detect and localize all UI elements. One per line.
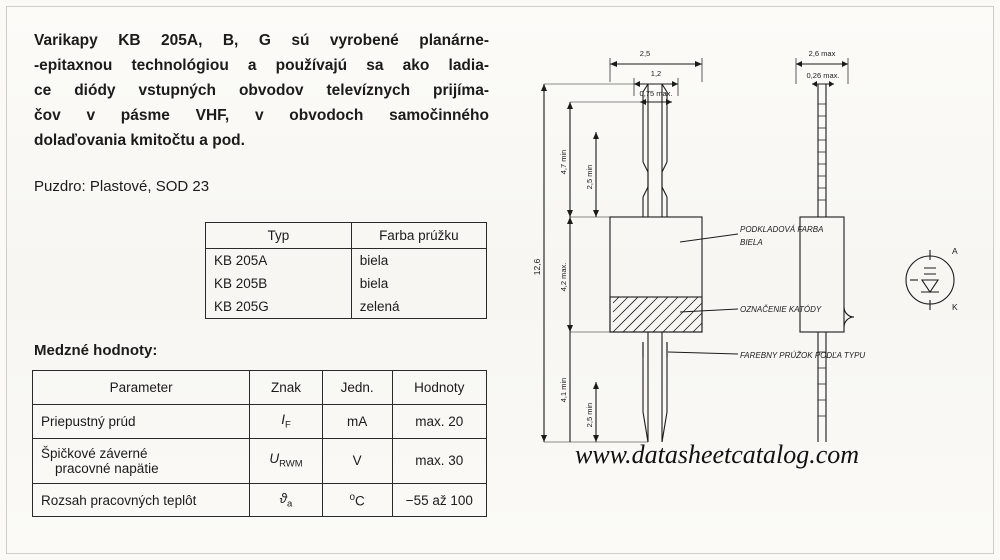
arrow (796, 61, 802, 67)
limits-header-znak: Znak (250, 371, 322, 405)
type-colour-table (205, 222, 487, 319)
intro-paragraph (34, 28, 489, 153)
body-front-outline (610, 217, 702, 332)
limits-value: max. 20 (392, 405, 486, 439)
side-cathode-tab (844, 307, 854, 327)
dim-label-top-width: 2,5 (639, 49, 651, 58)
intro-line-1: Varikapy KB 205A, B, G sú vyrobené planárne- (34, 32, 489, 49)
table-row (206, 272, 487, 295)
type-table-header-farba: Farba prúžku (351, 223, 486, 249)
dim-label-upper-lead: 4,7 min (559, 149, 568, 175)
table-row (206, 295, 487, 319)
limits-symbol-sub: F (284, 419, 291, 431)
limits-header-hodnoty: Hodnoty (392, 371, 486, 405)
colour-cell: zelená (351, 295, 486, 319)
dim-label-inner-width: 1,2 (650, 69, 662, 78)
colour-cell: biela (351, 249, 486, 273)
lower-lead-outline (648, 332, 662, 442)
arrow (842, 61, 848, 67)
upper-lead-outline (648, 84, 662, 217)
note-biela: BIELA (740, 238, 763, 247)
limits-unit: mA (322, 405, 392, 439)
note-farebny-pruzok: FAREBNY PRÚŽOK PODĽA TYPU (740, 351, 866, 360)
limits-symbol-sub: RWM (279, 459, 303, 471)
limits-unit-base: C (355, 493, 365, 509)
package-line: Puzdro: Plastové, SOD 23 (34, 178, 210, 195)
table-row (33, 483, 487, 517)
type-cell: KB 205B (206, 272, 352, 295)
arrow (567, 325, 573, 332)
intro-line-5: dolaďovania kmitočtu a pod. (34, 132, 245, 149)
limits-header-parameter: Parameter (33, 371, 250, 405)
lead-notch-upper (643, 162, 667, 172)
symbol-diode-triangle (922, 280, 938, 292)
lead-lower-wide (643, 197, 667, 217)
limits-symbol-base: ϑ (279, 490, 288, 506)
note-oznacenie-katody: OZNAČENIE KATÓDY (740, 305, 822, 314)
arrow (829, 81, 834, 87)
lead-taper-bottom (643, 412, 667, 442)
table-row (33, 405, 487, 439)
dim-label-overall-length: 12,6 (532, 258, 542, 276)
table-header-row (206, 223, 487, 249)
arrow (666, 99, 672, 105)
limits-title: Medzné hodnoty: (34, 342, 158, 359)
cathode-hatch (613, 297, 702, 332)
limits-unit-sup: o (349, 491, 356, 503)
side-lower-lead (818, 332, 826, 442)
leader-podkladova (680, 234, 738, 242)
intro-line-4: čov v pásme VHF, v obvodoch samočinného (34, 107, 489, 124)
dim-label-lower-lead: 4,1 min (559, 377, 568, 403)
type-cell: KB 205G (206, 295, 352, 319)
arrow (812, 81, 817, 87)
arrow (593, 210, 599, 217)
limits-unit (322, 483, 392, 517)
dim-label-side-width: 2,6 max (808, 49, 836, 58)
intro-line-3: ce diódy vstupných obvodov televíznych prijíma- (34, 82, 489, 99)
limits-symbol (250, 405, 322, 439)
arrow (593, 382, 599, 389)
limits-symbol (250, 483, 322, 517)
table-header-row (33, 371, 487, 405)
leader-oznacenie (680, 309, 738, 312)
type-table-header-typ: Typ (206, 223, 352, 249)
limits-symbol-base: U (269, 451, 280, 467)
side-lead-ticks (818, 104, 826, 416)
lead-notch-lower (643, 187, 667, 197)
dim-label-upper-body: 2,5 min (585, 164, 594, 190)
limits-parameter (33, 438, 250, 483)
watermark-text: www.datasheetcatalog.com (575, 440, 860, 469)
table-row (206, 249, 487, 273)
arrow (567, 217, 573, 224)
limits-parameter-line2: pracovné napätie (55, 460, 159, 476)
dim-label-side-thickness: 0,26 max. (806, 71, 840, 80)
body-side-outline (800, 217, 844, 332)
arrow (610, 61, 617, 67)
intro-line-2: -epitaxnou technológiou a používajú sa ako ladia- (34, 57, 489, 74)
arrow (541, 435, 547, 442)
limits-table (32, 370, 487, 517)
type-cell: KB 205A (206, 249, 352, 273)
colour-cell: biela (351, 272, 486, 295)
lower-lead-wide (643, 342, 667, 412)
arrow (567, 210, 573, 217)
limits-unit: V (322, 438, 392, 483)
arrow (672, 81, 678, 87)
limits-parameter-line1: Špičkové záverné (41, 445, 148, 461)
note-podkladova-farba: PODKLADOVÁ FARBA (740, 225, 824, 234)
lead-lower-seg (643, 342, 667, 357)
limits-symbol-sub: a (287, 498, 293, 510)
symbol-cathode-label: K (952, 302, 958, 312)
arrow (695, 61, 702, 67)
limits-header-jedn: Jedn. (322, 371, 392, 405)
arrow (567, 102, 573, 109)
leader-farebny (668, 352, 738, 354)
table-row (33, 438, 487, 483)
limits-symbol (250, 438, 322, 483)
arrow (593, 132, 599, 139)
limits-value: max. 30 (392, 438, 486, 483)
limits-value: −55 až 100 (392, 483, 486, 517)
limits-parameter: Rozsah pracovných teplôt (33, 483, 250, 517)
lead-notch-mid (648, 172, 662, 187)
symbol-capacitor-plates (924, 268, 936, 274)
symbol-anode-label: A (952, 246, 958, 256)
arrow (541, 84, 547, 91)
dim-label-top-thickness: 0,75 max. (639, 89, 673, 98)
limits-symbol-base: I (281, 412, 285, 427)
dim-label-body-height: 4,2 max. (559, 262, 568, 292)
limits-parameter: Priepustný prúd (33, 405, 250, 439)
dim-label-lower-tip: 2,5 min (585, 402, 594, 428)
